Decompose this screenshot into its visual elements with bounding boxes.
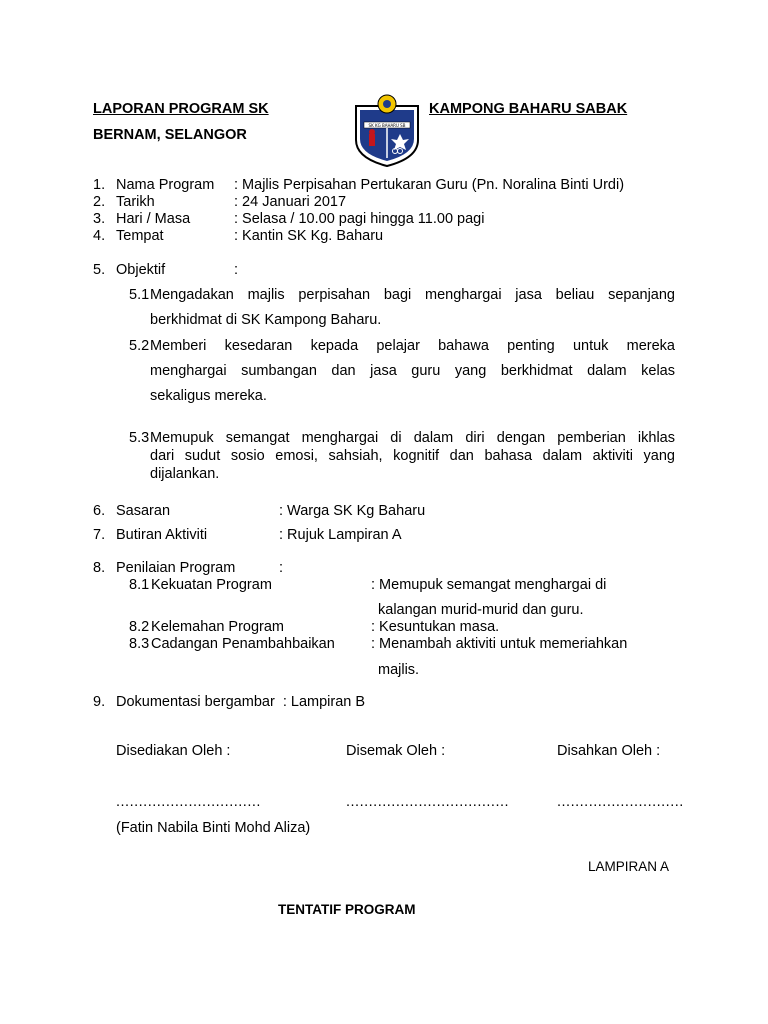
evaluation-label: Cadangan Penambahbaikan — [151, 636, 335, 652]
evaluation-value: : Memupuk semangat menghargai di — [371, 577, 607, 593]
item-label: Tempat — [116, 228, 164, 244]
prepared-by-name: (Fatin Nabila Binti Mohd Aliza) — [116, 820, 311, 836]
objektif-label: Objektif — [116, 262, 166, 278]
objective-text-line: Memupuk semangat menghargai di dalam diri dengan pemberian ikhlas — [150, 430, 675, 446]
item-number: 6. — [93, 503, 106, 519]
report-title-right: KAMPONG BAHARU SABAK — [429, 101, 628, 117]
item-value: : Kantin SK Kg. Baharu — [234, 228, 384, 244]
report-title-left: LAPORAN PROGRAM SK — [93, 101, 269, 117]
objective-text-line: Memberi kesedaran kepada pelajar bahawa penting untuk mereka — [150, 338, 675, 354]
item-number: 7. — [93, 527, 106, 543]
item-number: 5. — [93, 262, 106, 278]
evaluation-label: Kekuatan Program — [151, 577, 272, 593]
evaluation-value-cont: kalangan murid-murid dan guru. — [378, 602, 584, 618]
item-value: : Majlis Perpisahan Pertukaran Guru (Pn. Noralina Binti Urdi) — [234, 177, 625, 193]
item-label: Nama Program — [116, 177, 215, 193]
report-title-line2: BERNAM, SELANGOR — [93, 127, 247, 143]
objective-number: 5.1 — [129, 287, 150, 303]
school-crest-logo — [352, 92, 422, 168]
evaluation-number: 8.3 — [129, 636, 150, 652]
item-number: 9. — [93, 694, 106, 710]
lampiran-label: LAMPIRAN A — [588, 859, 670, 874]
item-label: Hari / Masa — [116, 211, 191, 227]
evaluation-value-cont: majlis. — [378, 662, 420, 678]
objective-text-line: Mengadakan majlis perpisahan bagi menghargai jasa beliau sepanjang — [150, 287, 675, 303]
item-label: Tarikh — [116, 194, 155, 210]
objective-number: 5.2 — [129, 338, 150, 354]
evaluation-number: 8.1 — [129, 577, 150, 593]
prepared-signature-line: ................................ — [116, 794, 261, 810]
svg-text:SK KG BAHARU SB: SK KG BAHARU SB — [368, 123, 406, 128]
item-number: 2. — [93, 194, 106, 210]
item-number: 3. — [93, 211, 106, 227]
evaluation-value: : Menambah aktiviti untuk memeriahkan — [371, 636, 628, 652]
dokumentasi-text: Dokumentasi bergambar : Lampiran B — [116, 694, 366, 710]
item-value: : Warga SK Kg Baharu — [279, 503, 426, 519]
prepared-by-label: Disediakan Oleh : — [116, 743, 231, 759]
penilaian-colon: : — [279, 560, 284, 576]
objektif-colon: : — [234, 262, 239, 278]
item-value: : Selasa / 10.00 pagi hingga 11.00 pagi — [234, 211, 485, 227]
objective-text-line: dijalankan. — [150, 466, 220, 482]
objective-text-line: berkhidmat di SK Kampong Baharu. — [150, 312, 382, 328]
item-label: Sasaran — [116, 503, 171, 519]
objective-number: 5.3 — [129, 430, 150, 446]
approved-signature-line: ............................ — [557, 794, 684, 810]
item-value: : Rujuk Lampiran A — [279, 527, 402, 543]
tentatif-title: TENTATIF PROGRAM — [278, 902, 416, 917]
objective-text-line: dari sudut sosio emosi, sahsiah, kognitif dan bahasa dalam aktiviti yang — [150, 448, 675, 464]
item-number: 8. — [93, 560, 106, 576]
checked-by-label: Disemak Oleh : — [346, 743, 446, 759]
item-number: 4. — [93, 228, 106, 244]
evaluation-value: : Kesuntukan masa. — [371, 619, 500, 635]
item-number: 1. — [93, 177, 106, 193]
item-value: : 24 Januari 2017 — [234, 194, 347, 210]
objective-text-line: menghargai sumbangan dan jasa guru yang berkhidmat dalam kelas — [150, 363, 675, 379]
objective-text-line: sekaligus mereka. — [150, 388, 267, 404]
checked-signature-line: .................................... — [346, 794, 510, 810]
evaluation-number: 8.2 — [129, 619, 150, 635]
penilaian-label: Penilaian Program — [116, 560, 236, 576]
approved-by-label: Disahkan Oleh : — [557, 743, 661, 759]
evaluation-label: Kelemahan Program — [147, 619, 285, 635]
item-label: Butiran Aktiviti — [116, 527, 208, 543]
